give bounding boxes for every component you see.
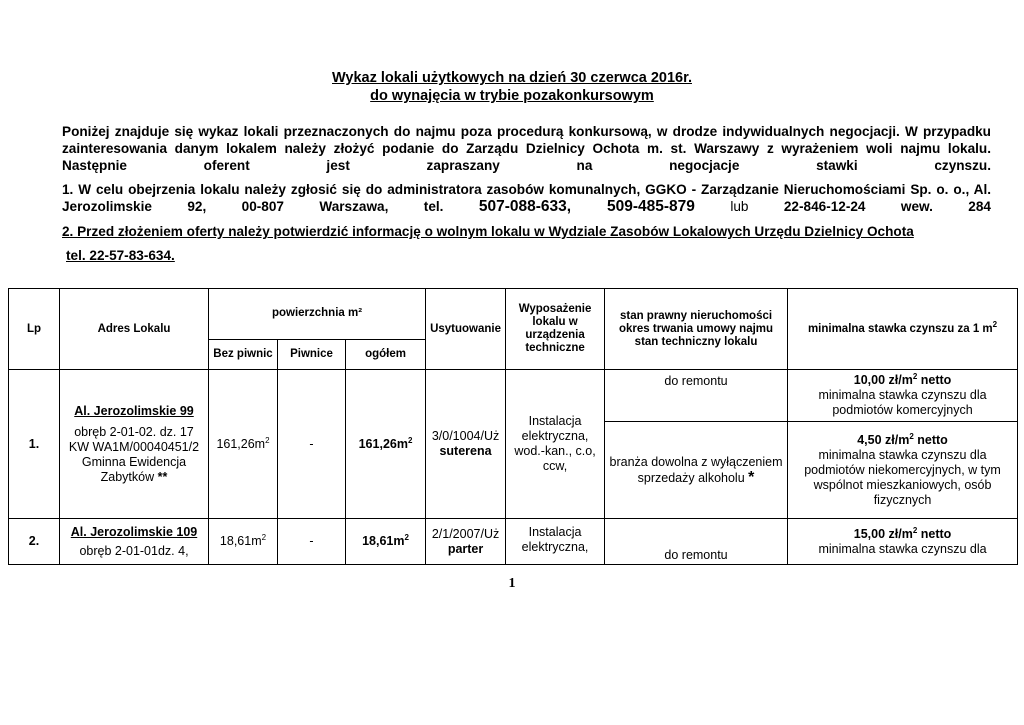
row-2-lp: 2. xyxy=(9,519,60,565)
header-min-rent: minimalna stawka czynszu za 1 $m^2$ xyxy=(788,289,1018,370)
document-subtitle: do wynajęcia w trybie pozakonkursowym xyxy=(370,88,654,104)
row-1-total-value: 161,26m xyxy=(358,436,408,451)
row-1-location xyxy=(426,370,506,519)
row-1-cellars: - xyxy=(278,370,346,519)
header-total: ogółem xyxy=(346,340,426,370)
row-2-total-value: 18,61m xyxy=(362,534,405,548)
row-1-rent-a-desc: minimalna stawka czynszu dla podmiotów komercyjnych xyxy=(818,388,987,417)
row-2-rent-a-suffix: netto xyxy=(917,526,952,541)
point-1-or: lub xyxy=(694,199,784,214)
row-1-area-without-cellars: $161,26m^2$ xyxy=(209,370,278,519)
row-2-rent-a-desc: minimalna stawka czynszu dla xyxy=(818,541,987,556)
row-1-rent-a: 10,00 $zł/m^2$ netto minimalna stawka czynszu dla podmiotów komercyjnych xyxy=(788,370,1018,422)
row-1-equipment: Instalacja elektryczna, wod.-kan., c.o, ccw, xyxy=(506,370,605,519)
row-1-rent-b-suffix: netto xyxy=(913,432,948,447)
point-2-phone: tel. 22-57-83-634. xyxy=(66,248,175,263)
point-1-phones: 507-088-633, 509-485-879 xyxy=(478,198,695,215)
row-1-rent-a-value: 10,00 zł/m xyxy=(853,373,913,387)
row-1-rent-a-suffix: netto xyxy=(917,373,952,387)
intro-paragraph: Poniżej znajduje się wykaz lokali przeznaczonych do najmu poza procedurą konkursową, w drodze indywidualnych negocjacji. W przypadku zainteresowania danym lokalem należy złożyć podanie do Zarządu Dzielnicy Ochota m. st. Warszawy z wyrażeniem woli najmu lokalu. Następnie oferent jest zapraszany na negocjacje stawki czynszu. xyxy=(62,124,991,173)
row-1-status-b xyxy=(605,422,788,519)
point-1-paragraph xyxy=(62,181,991,215)
row-2-location-code: 2/1/2007/Uż xyxy=(431,526,500,541)
row-1-address-title: Al. Jerozolimskie 99 xyxy=(74,403,194,418)
point-2-paragraph: 2. Przed złożeniem oferty należy potwierdzić informację o wolnym lokalu w Wydziale Zasobów Lokalowych Urzędu Dzielnicy Ochota xyxy=(62,224,914,239)
row-1-address-detail: obręb 2-01-02. dz. 17 KW WA1M/00040451/2 Gminna Ewidencja Zabytków xyxy=(68,424,200,484)
row-2-area-total: $18,61m^2$ xyxy=(346,519,426,565)
row-2-equipment: Instalacja elektryczna, xyxy=(506,519,605,565)
row-1-status-a: do remontu xyxy=(605,370,788,422)
row-1-location-level: suterena xyxy=(439,444,492,458)
row-1-location-code: 3/0/1004/Uż xyxy=(431,429,500,443)
row-1-rent-b: 4,50 $zł/m^2$ netto minimalna stawka czynszu dla podmiotów niekomercyjnych, w tym wspólnot mieszkaniowych, osób fizycznych xyxy=(788,422,1018,519)
row-2-rent-a-value: 15,00 zł/m xyxy=(853,526,913,541)
row-2-location xyxy=(426,519,506,565)
row-2-rent-a: 15,00 $zł/m^2$ netto minimalna stawka czynszu dla xyxy=(788,519,1018,565)
document-title: Wykaz lokali użytkowych na dzień 30 czerwca 2016r. xyxy=(332,70,692,86)
row-1-status-b-mark: * xyxy=(748,468,755,486)
row-1-lp: 1. xyxy=(9,370,60,519)
row-1-status-b-text: branża dowolna z wyłączeniem sprzedaży alkoholu xyxy=(609,454,783,485)
row-2-status-a: do remontu xyxy=(605,519,788,565)
header-cellars: Piwnice xyxy=(278,340,346,370)
row-2-area-value: 18,61m xyxy=(219,534,262,548)
row-1-address-mark: ** xyxy=(157,469,168,484)
header-equipment: Wyposażenie lokalu w urządzenia techniczne xyxy=(506,289,605,370)
point-1-tail: 22-846-12-24 wew. 284 xyxy=(783,199,991,214)
table-row xyxy=(9,519,1018,565)
row-2-address xyxy=(60,519,209,565)
row-2-address-detail: obręb 2-01-01dz. 4, xyxy=(79,543,189,558)
row-2-address-title: Al. Jerozolimskie 109 xyxy=(70,524,198,539)
table-row xyxy=(9,370,1018,422)
header-address: Adres Lokalu xyxy=(60,289,209,370)
row-2-cellars: - xyxy=(278,519,346,565)
header-area: powierzchnia m² xyxy=(209,289,426,340)
point-1-lead: 1. W celu obejrzenia lokalu należy zgłosić się do administratora zasobów komunalnych, GGKO - Zarządzanie Nieruchomościami Sp. o. o., Al. Jerozolimskie 92, 00-807 Warszawa, tel. xyxy=(62,182,991,214)
header-without-cellars: Bez piwnic xyxy=(209,340,278,370)
row-2-area-without-cellars: $18,61m^2$ xyxy=(209,519,278,565)
header-lp: Lp xyxy=(9,289,60,370)
premises-table xyxy=(8,288,1018,565)
row-1-area-total: $161,26m^2$ xyxy=(346,370,426,519)
row-1-rent-b-desc: minimalna stawka czynszu dla podmiotów niekomercyjnych, w tym wspólnot mieszkaniowych, osób fizycznych xyxy=(804,447,1001,507)
row-2-location-level: parter xyxy=(447,541,484,556)
row-1-area-value: 161,26m xyxy=(216,436,266,451)
header-legal-status: stan prawny nieruchomości okres trwania umowy najmu stan techniczny lokalu xyxy=(605,289,788,370)
row-1-address xyxy=(60,370,209,519)
row-1-rent-b-value: 4,50 zł/m xyxy=(857,432,910,447)
header-location: Usytuowanie xyxy=(426,289,506,370)
page-number: 1 xyxy=(508,576,516,591)
header-min-rent-label: minimalna stawka czynszu za 1 m xyxy=(807,322,993,335)
